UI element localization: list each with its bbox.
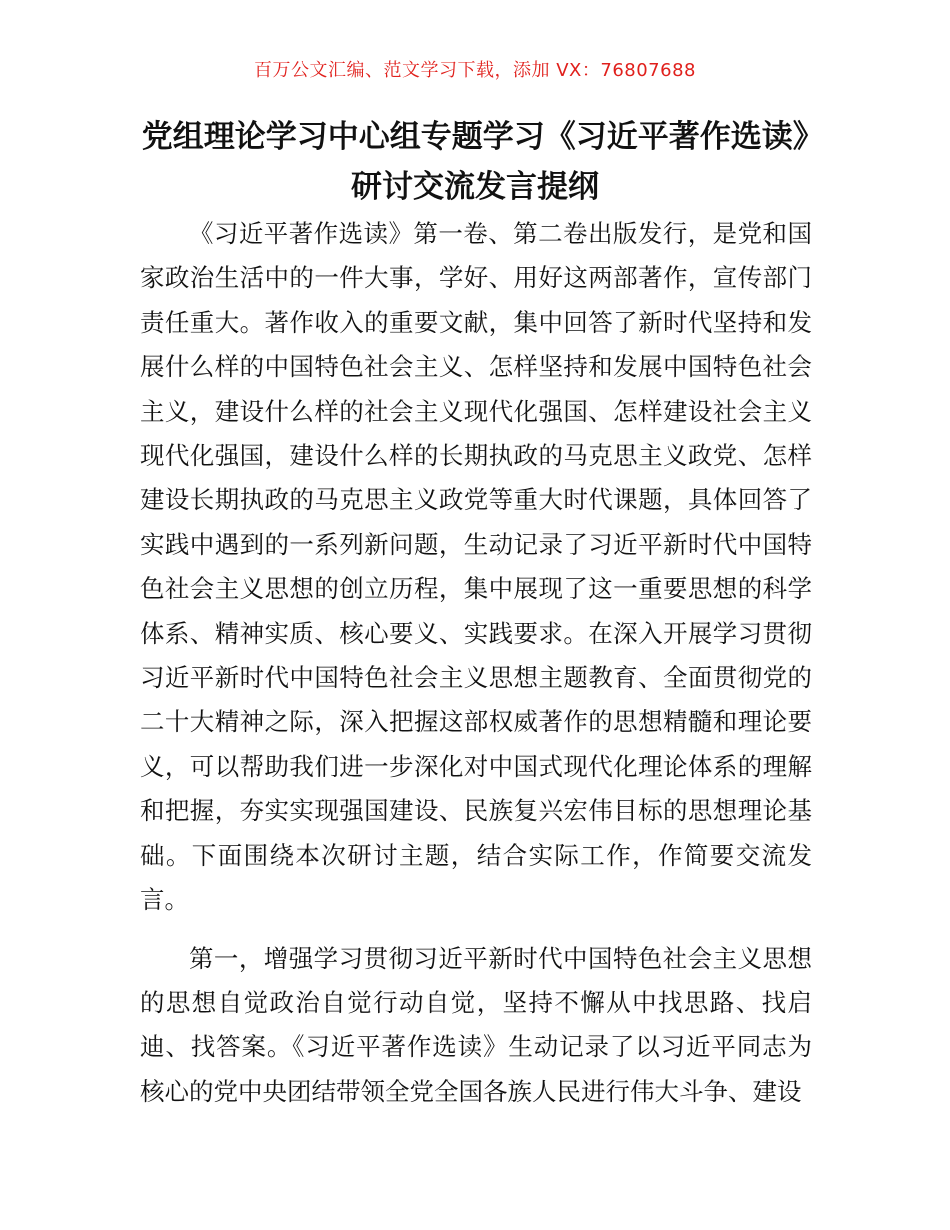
document-title: 党组理论学习中心组专题学习《习近平著作选读》研讨交流发言提纲 (141, 119, 809, 205)
paragraph-first-point: 第一，增强学习贯彻习近平新时代中国特色社会主义思想的思想自觉政治自觉行动自觉，坚持不懈从中找思路、找启迪、找答案。《习近平著作选读》生动记录了以习近平同志为核心的党中央团结带领全党全国各族人民进行伟大斗争、建设 (140, 943, 812, 1106)
document-body (140, 212, 812, 1114)
paragraph-intro: 《习近平著作选读》第一卷、第二卷出版发行，是党和国家政治生活中的一件大事，学好、用好这两部著作，宣传部门责任重大。著作收入的重要文献，集中回答了新时代坚持和发展什么样的中国特色社会主义、怎样坚持和发展中国特色社会主义，建设什么样的社会主义现代化强国、怎样建设社会主义现代化强国，建设什么样的长期执政的马克思主义政党、怎样建设长期执政的马克思主义政党等重大时代课题，具体回答了实践中遇到的一系列新问题，生动记录了习近平新时代中国特色社会主义思想的创立历程，集中展现了这一重要思想的科学体系、精神实质、核心要义、实践要求。在深入开展学习贯彻习近平新时代中国特色社会主义思想主题教育、全面贯彻党的二十大精神之际，深入把握这部权威著作的思想精髓和理论要义，可以帮助我们进一步深化对中国式现代化理论体系的理解和把握，夯实实现强国建设、民族复兴宏伟目标的思想理论基础。下面围绕本次研讨主题，结合实际工作，作简要交流发言。 (140, 219, 812, 915)
header-banner: 百万公文汇编、范文学习下载，添加 VX：76807688 (254, 60, 696, 81)
